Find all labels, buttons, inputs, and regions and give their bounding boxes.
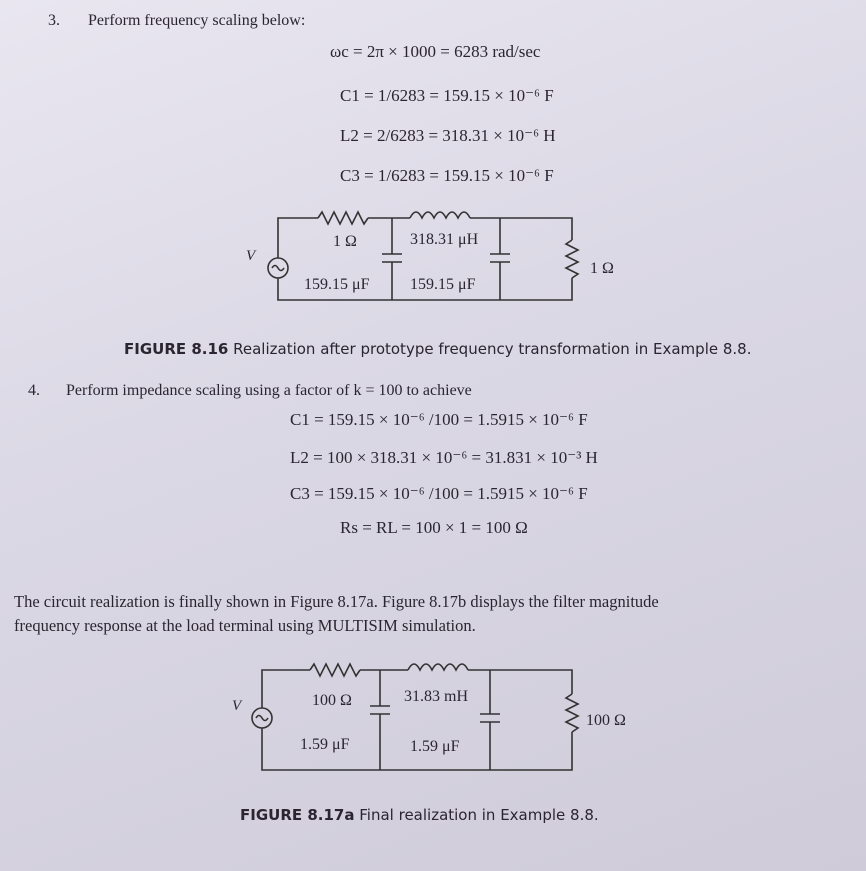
source-label: V bbox=[246, 248, 256, 264]
item4-number: 4. bbox=[28, 382, 40, 399]
equation-c3-scaled: C3 = 159.15 × 10⁻⁶ /100 = 1.5915 × 10⁻⁶ F bbox=[290, 484, 588, 503]
series-inductor-label: 31.83 mH bbox=[404, 688, 468, 705]
load-resistor-label: 1 Ω bbox=[590, 260, 614, 277]
item3-number: 3. bbox=[48, 12, 60, 29]
inductor-symbol bbox=[408, 664, 468, 670]
series-resistor-label: 100 Ω bbox=[312, 692, 352, 709]
paragraph-line-2: frequency response at the load terminal using MULTISIM simulation. bbox=[14, 616, 476, 635]
equation-c1: C1 = 1/6283 = 159.15 × 10⁻⁶ F bbox=[340, 86, 554, 105]
load-resistor-label: 100 Ω bbox=[586, 712, 626, 729]
equation-c1-scaled: C1 = 159.15 × 10⁻⁶ /100 = 1.5915 × 10⁻⁶ F bbox=[290, 410, 588, 429]
item4-text: Perform impedance scaling using a factor of k = 100 to achieve bbox=[66, 382, 472, 399]
series-inductor-label: 318.31 μH bbox=[410, 231, 479, 248]
equation-omega-c: ωc = 2π × 1000 = 6283 rad/sec bbox=[330, 42, 541, 61]
series-resistor-label: 1 Ω bbox=[333, 233, 357, 250]
figure-label: FIGURE 8.16 bbox=[124, 340, 229, 358]
capacitor2-label: 1.59 μF bbox=[410, 738, 460, 755]
figure-label: FIGURE 8.17a bbox=[240, 806, 355, 824]
capacitor2-label: 159.15 μF bbox=[410, 276, 476, 293]
figure-caption-text: Final realization in Example 8.8. bbox=[359, 806, 599, 824]
capacitor-symbol bbox=[370, 706, 390, 714]
load-resistor-symbol bbox=[566, 240, 578, 278]
paragraph-line-1: The circuit realization is finally shown in Figure 8.17a. Figure 8.17b displays the filter magnitude bbox=[14, 592, 659, 611]
figure-caption-text: Realization after prototype frequency transformation in Example 8.8. bbox=[233, 340, 752, 358]
equation-rs-rl: Rs = RL = 100 × 1 = 100 Ω bbox=[340, 518, 528, 537]
capacitor-symbol bbox=[382, 254, 402, 262]
item3-text: Perform frequency scaling below: bbox=[88, 12, 306, 29]
resistor-symbol bbox=[318, 212, 368, 224]
equation-l2: L2 = 2/6283 = 318.31 × 10⁻⁶ H bbox=[340, 126, 556, 145]
equation-l2-scaled: L2 = 100 × 318.31 × 10⁻⁶ = 31.831 × 10⁻³ H bbox=[290, 448, 598, 467]
figure-8-17a-caption bbox=[240, 806, 599, 824]
capacitor-symbol bbox=[490, 254, 510, 262]
figure-8-16-caption bbox=[124, 340, 751, 358]
load-resistor-symbol bbox=[566, 694, 578, 732]
inductor-symbol bbox=[410, 212, 470, 218]
resistor-symbol bbox=[310, 664, 360, 676]
source-label: V bbox=[232, 698, 242, 714]
capacitor1-label: 159.15 μF bbox=[304, 276, 370, 293]
equation-c3: C3 = 1/6283 = 159.15 × 10⁻⁶ F bbox=[340, 166, 554, 185]
capacitor1-label: 1.59 μF bbox=[300, 736, 350, 753]
capacitor-symbol bbox=[480, 714, 500, 722]
